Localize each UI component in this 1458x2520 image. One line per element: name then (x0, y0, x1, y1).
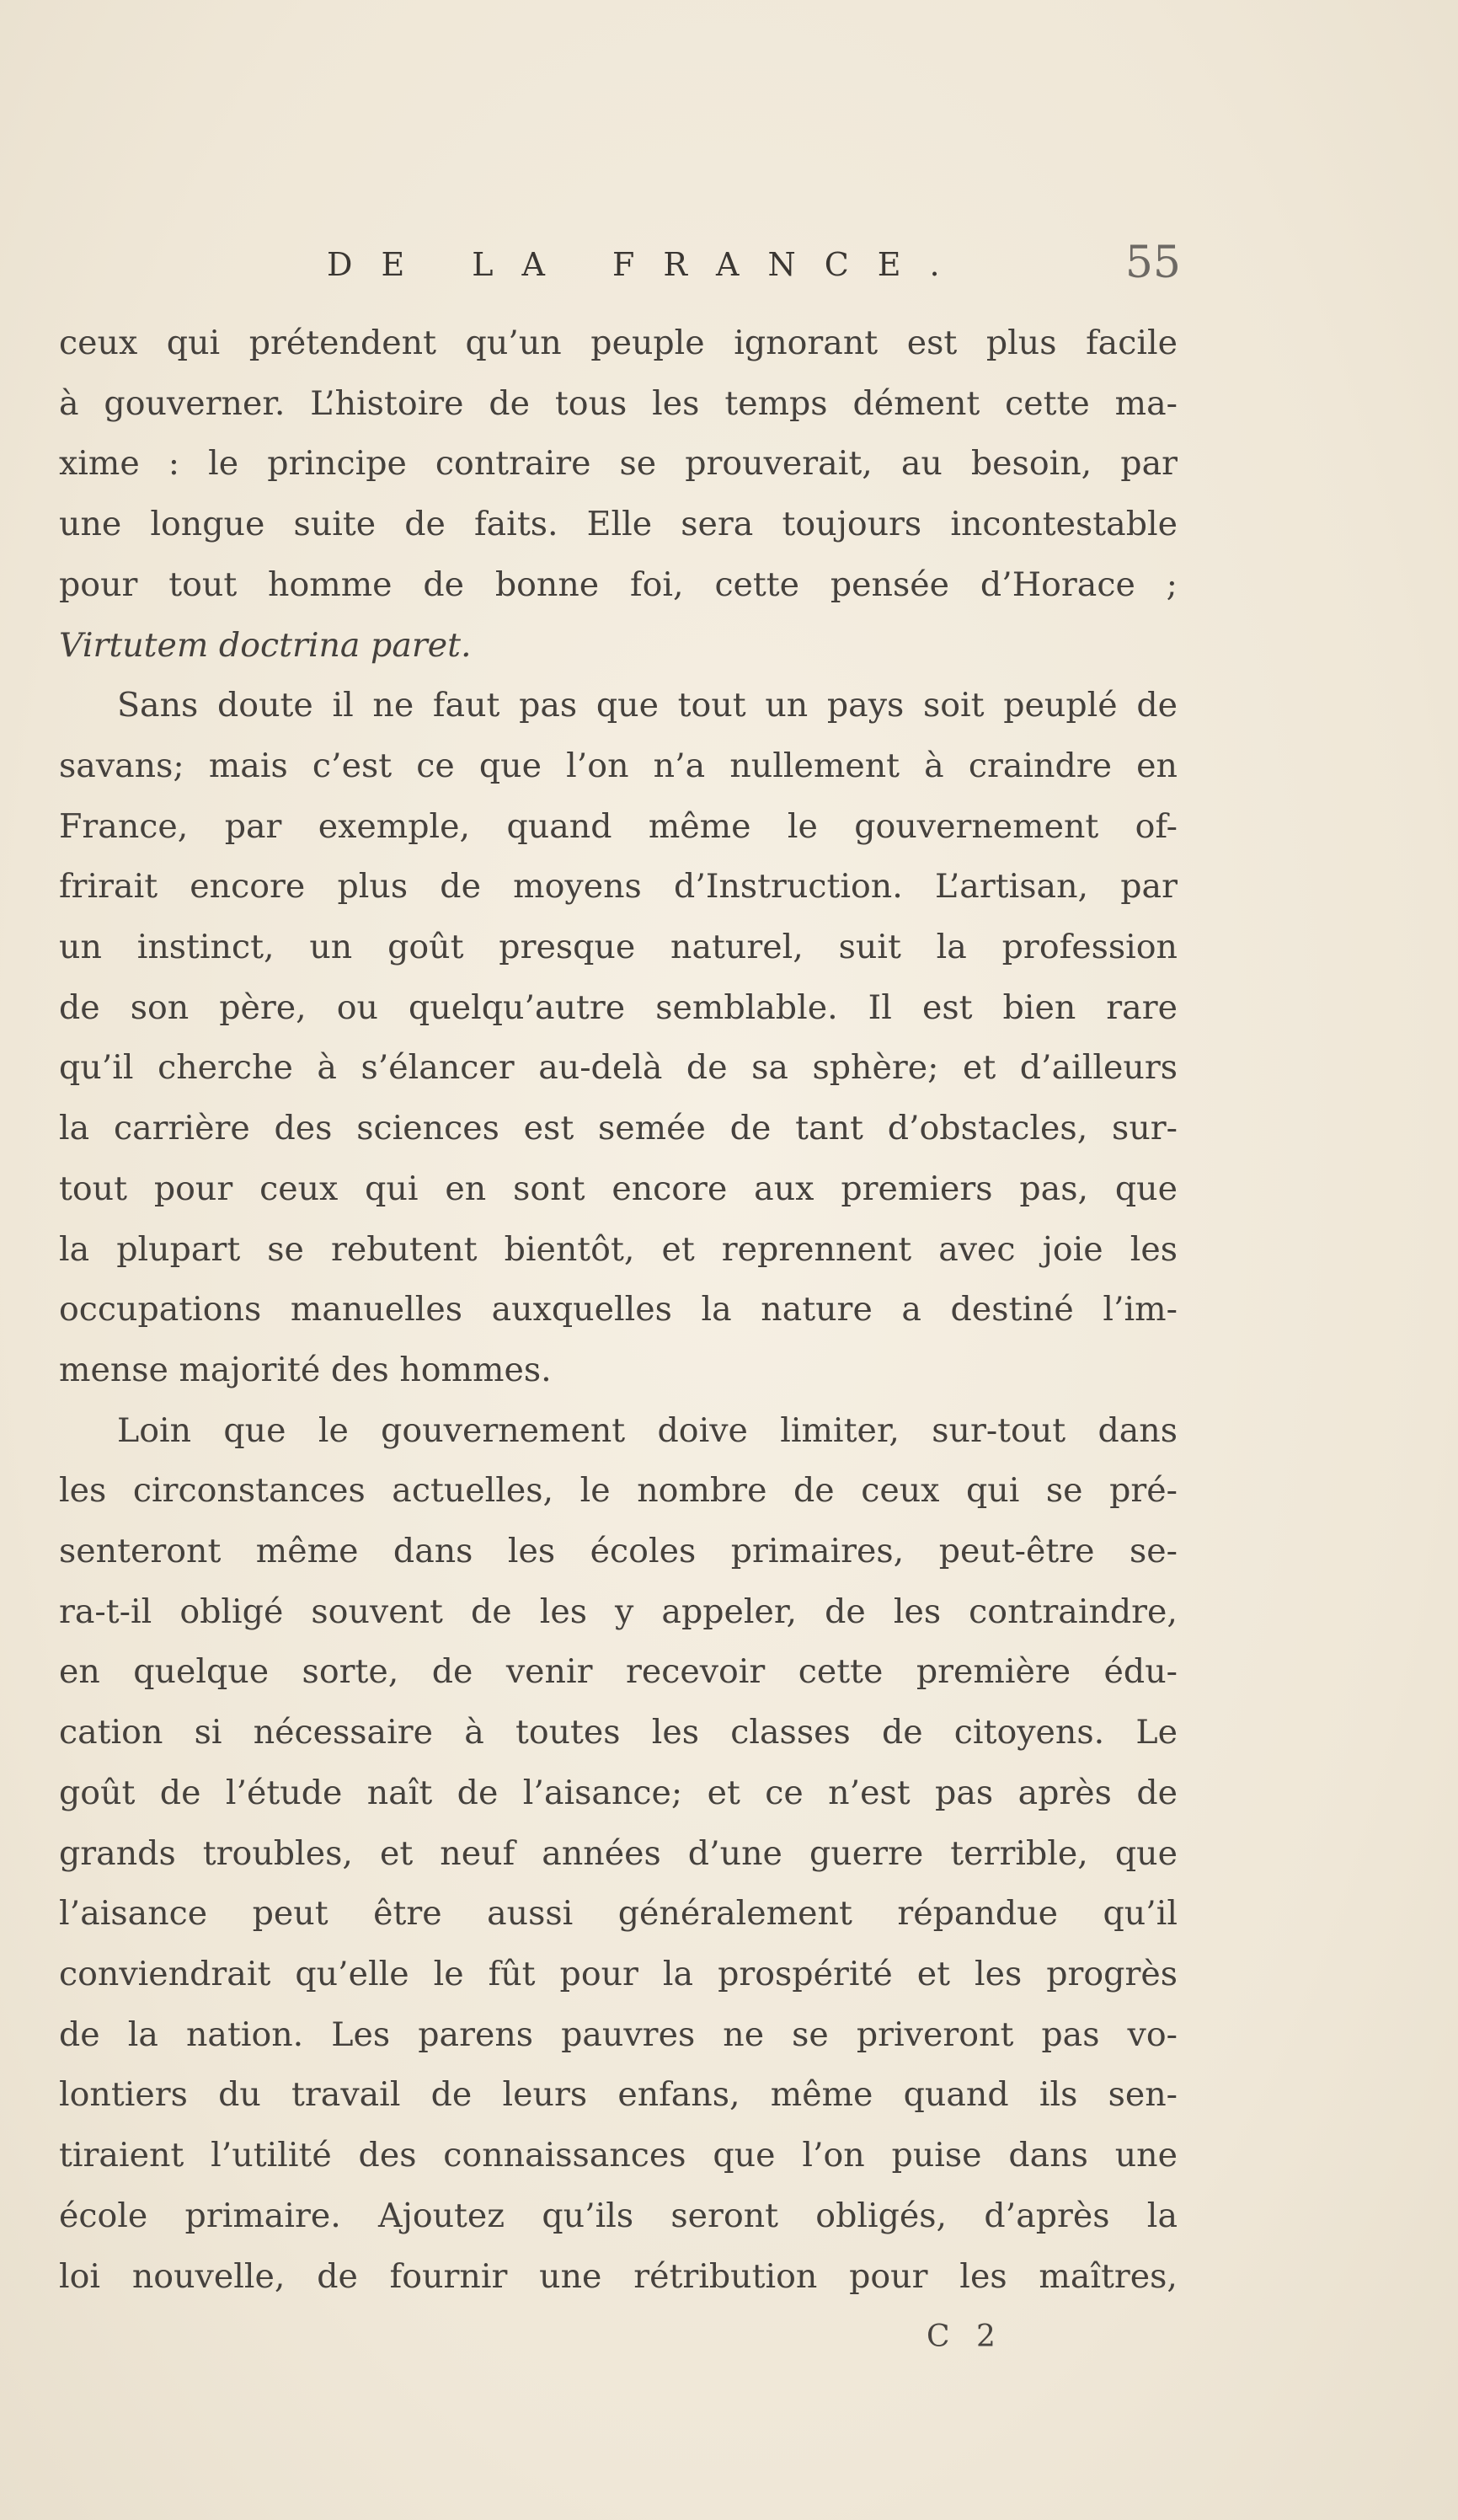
latin-quote: Virtutem doctrina paret. (59, 625, 472, 665)
text-line: ceux qui prétendent qu’un peuple ignorant est plus facile (59, 324, 1178, 362)
text-line: à gouverner. L’histoire de tous les temps dément cette ma- (59, 383, 1178, 423)
text-line: occupations manuelles auxquelles la nature a destiné l’im- (59, 1290, 1178, 1330)
text-line: mense majorité des hommes. (59, 1350, 552, 1389)
text-line: tout pour ceux qui en sont encore aux premiers pas, que (59, 1169, 1178, 1208)
page-number: 55 (1124, 238, 1181, 288)
text-line: senteront même dans les écoles primaires, peut-être se- (59, 1532, 1178, 1571)
text-line: lontiers du travail de leurs enfans, même quand ils sen- (59, 2075, 1178, 2115)
text-line: de la nation. Les parens pauvres ne se priveront pas vo- (59, 2014, 1178, 2054)
text-line: l’aisance peut être aussi généralement répandue qu’il (59, 1894, 1178, 1934)
text-line: goût de l’étude naît de l’aisance; et ce n’est pas après de (59, 1773, 1178, 1812)
body-text (59, 313, 1178, 2307)
text-line: en quelque sorte, de venir recevoir cette première édu- (59, 1652, 1178, 1692)
text-line: loi nouvelle, de fournir une rétribution pour les maîtres, (59, 2256, 1178, 2296)
text-line: ra-t-il obligé souvent de les y appeler, de les contraindre, (59, 1592, 1178, 1631)
text-line: cation si nécessaire à toutes les classes de citoyens. Le (59, 1713, 1178, 1752)
text-line: de son père, ou quelqu’autre semblable. Il est bien rare (59, 987, 1178, 1027)
text-line: une longue suite de faits. Elle sera toujours incontestable (59, 505, 1178, 544)
text-line: Loin que le gouvernement doive limiter, sur-tout dans (117, 1410, 1178, 1450)
text-line: frirait encore plus de moyens d’Instruction. L’artisan, par (59, 867, 1178, 907)
signature-mark: C 2 (927, 2319, 1004, 2354)
text-line: la plupart se rebutent bientôt, et reprennent avec joie les (59, 1229, 1178, 1269)
text-line: les circonstances actuelles, le nombre de ceux qui se pré- (59, 1471, 1178, 1511)
text-line: xime : le principe contraire se prouverait, au besoin, par (59, 444, 1178, 484)
text-line: tiraient l’utilité des connaissances que l’on puise dans une (59, 2136, 1178, 2175)
running-head: DE LA FRANCE. (327, 246, 969, 283)
text-line: école primaire. Ajoutez qu’ils seront obligés, d’après la (59, 2196, 1178, 2235)
text-line: un instinct, un goût presque naturel, suit la profession (59, 928, 1178, 967)
text-line: savans; mais c’est ce que l’on n’a nullement à craindre en (59, 746, 1178, 785)
text-line: pour tout homme de bonne foi, cette pensée d’Horace ; (59, 564, 1178, 604)
text-line: Sans doute il ne faut pas que tout un pays soit peuplé de (117, 686, 1178, 725)
page-header (59, 238, 1181, 305)
text-line: conviendrait qu’elle le fût pour la prospérité et les progrès (59, 1954, 1178, 1993)
text-line: France, par exemple, quand même le gouvernement of- (59, 806, 1178, 846)
text-line: grands troubles, et neuf années d’une guerre terrible, que (59, 1833, 1178, 1873)
text-line: qu’il cherche à s’élancer au-delà de sa sphère; et d’ailleurs (59, 1048, 1178, 1088)
text-line: la carrière des sciences est semée de tant d’obstacles, sur- (59, 1109, 1178, 1148)
